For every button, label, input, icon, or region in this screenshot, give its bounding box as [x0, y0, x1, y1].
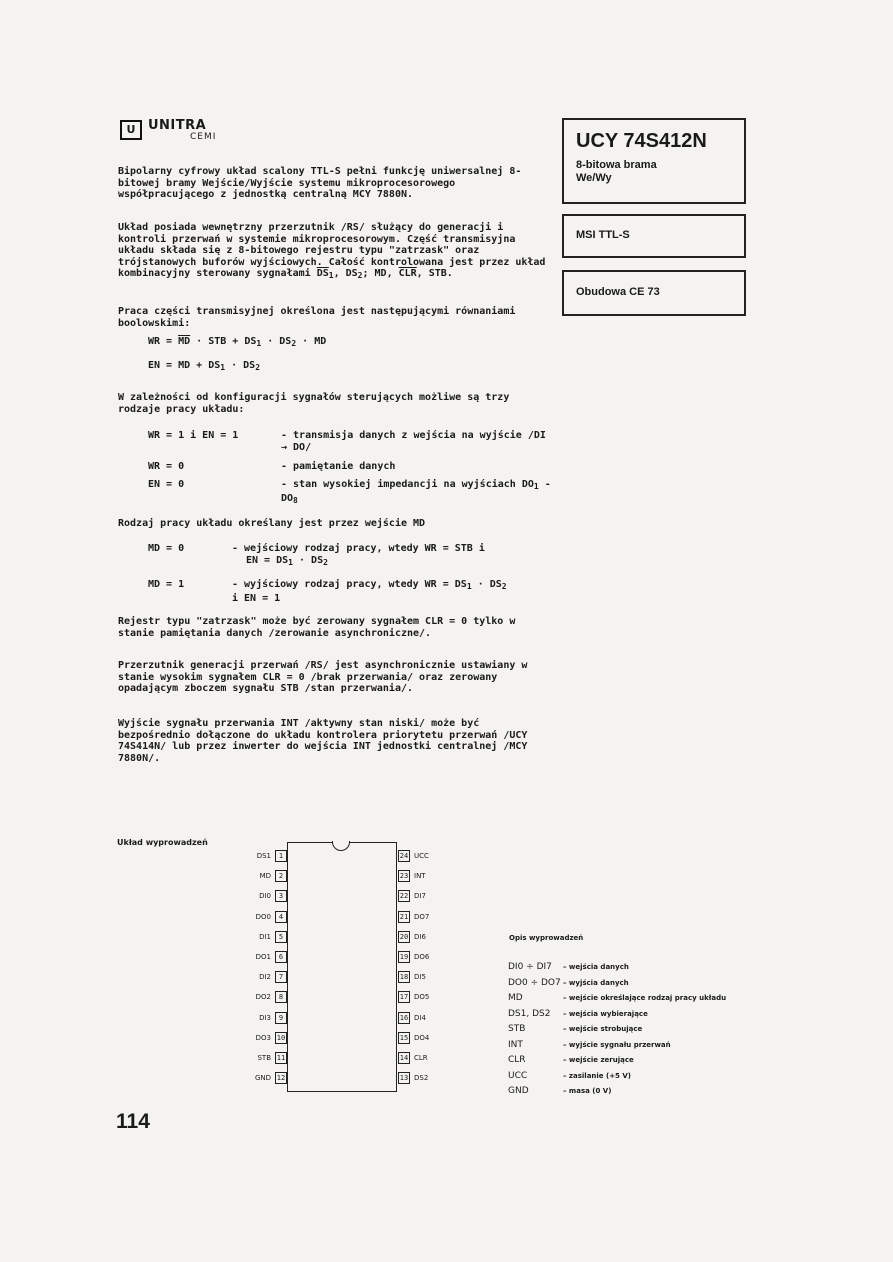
pin-number: 4: [275, 911, 287, 923]
pin-number: 21: [399, 912, 409, 921]
pin-label: DI3: [259, 1013, 271, 1022]
pin-label: MD: [259, 872, 271, 881]
mode-1-condition: WR = 1 i EN = 1: [148, 430, 239, 441]
part-subtitle-1: 8-bitowa brama: [576, 159, 657, 171]
pin-label: DI7: [414, 892, 426, 901]
paragraph-modes-intro: W zależności od konfiguracji sygnałów sterujących możliwe są trzy rodzaje pracy układu:: [118, 392, 510, 415]
pin-number: 5: [275, 931, 287, 943]
brand-name: UNITRA: [148, 118, 207, 133]
paragraph-structure: Układ posiada wewnętrzny przerzutnik /RS/ służący do generacji i kontroli przerwań w systemie mikroprocesorowym. Część transmisyjna układu składa się z 8-bitowego rejestru typu "zatrzask" oraz trójstanowych buforów wyjściowych. Całość kontrolowana jest przez układ kombinacyjny sterowany sygnałami $\overline{DS}_1$, $DS_2$; MD, $\overline{CLR}$, STB.: [118, 222, 546, 280]
paragraph-md-intro: Rodzaj pracy układu określany jest przez wejście MD: [118, 518, 426, 529]
pin-number: 15: [399, 1033, 409, 1042]
pin-function: – wejście strobujące: [563, 1025, 643, 1033]
pin-number: 24: [399, 852, 409, 860]
pin-description-row: [508, 1007, 648, 1021]
mode-2-description: - pamiętanie danych: [281, 461, 396, 472]
page-number: 114: [116, 1110, 150, 1133]
pin-function: – wejście określające rodzaj pracy układu: [563, 994, 727, 1002]
paragraph-equations-intro: Praca części transmisyjnej określona jest następującymi równaniami boolowskimi:: [118, 306, 516, 329]
pin-signal: GND: [508, 1086, 529, 1096]
pin-label: DS1: [256, 852, 271, 860]
pin-function: – masa (0 V): [563, 1087, 612, 1095]
pin-3: [245, 890, 287, 902]
pin-function: – wyjście sygnału przerwań: [563, 1040, 671, 1049]
package-label: Obudowa CE 73: [576, 286, 660, 298]
pin-number: 13: [399, 1074, 409, 1083]
pin-label: DI5: [414, 973, 426, 982]
paragraph-intro: Bipolarny cyfrowy układ scalony TTL-S pełni funkcję uniwersalnej 8-bitowej bramy Wejście/Wyjście systemu mikroprocesorowego współpracującego z jednostką centralną MCY 7880N.: [118, 166, 522, 200]
pin-7: [245, 971, 287, 983]
pin-function: – wejścia wybierające: [563, 1009, 648, 1018]
pin-label: STB: [257, 1054, 271, 1062]
md0-description: - wejściowy rodzaj pracy, wtedy WR = STB i EN = $DS_1 \cdot DS_2$: [232, 543, 485, 567]
pin-number: 3: [275, 890, 287, 902]
pin-description-row: [508, 1038, 671, 1052]
pin-number: 8: [275, 991, 287, 1003]
pin-signal: UCC: [508, 1070, 528, 1081]
pin-9: [245, 1012, 287, 1024]
family-box: [562, 214, 746, 258]
pin-5: [245, 931, 287, 943]
pin-description-row: [508, 960, 629, 974]
pin-11: [245, 1052, 287, 1064]
pin-4: [245, 911, 287, 923]
pin-description-row: [508, 1069, 631, 1083]
pin-function: – zasilanie (+5 V): [563, 1071, 631, 1080]
md1-condition: MD = 1: [148, 579, 185, 590]
pin-function: – wyjścia danych: [563, 978, 629, 987]
chip-body: [287, 842, 397, 1092]
pin-10: [245, 1032, 287, 1044]
pin-17: [398, 991, 429, 1003]
pin-15: [398, 1032, 429, 1044]
pin-description-row: [508, 1022, 642, 1036]
equation-wr: WR = $\overline{MD}$ · STB + $DS_1 \cdot DS_2$ · MD: [148, 336, 327, 348]
pin-23: [398, 870, 426, 882]
pin-description-row: [508, 1053, 634, 1067]
pin-number: 1: [275, 850, 287, 862]
pin-label: DO0: [255, 912, 271, 921]
pin-22: [398, 890, 426, 902]
md1-description: - wyjściowy rodzaj pracy, wtedy WR = $DS_1 \cdot DS_2$ i EN = 1: [232, 579, 507, 604]
paragraph-int-output: Wyjście sygnału przerwania INT /aktywny stan niski/ może być bezpośrednio dołączone do układu kontrolera priorytetu przerwań /UCY 74S414N/ lub przez inwerter do wejścia INT jednostki centralnej /MCY 7880N/.: [118, 718, 528, 764]
package-box: [562, 270, 746, 316]
pin-function: – wejścia danych: [563, 963, 629, 971]
pin-label: DO7: [414, 912, 430, 921]
pin-signal: MD: [508, 993, 523, 1003]
pin-description-row: [508, 991, 726, 1005]
paragraph-interrupt-flipflop: Przerzutnik generacji przerwań /RS/ jest asynchronicznie ustawiany w stanie wysokim sygnałem CLR = 0 /brak przerwania/ oraz zerowany opadającym zboczem sygnału STB /stan przerwania/.: [118, 660, 528, 694]
pin-signal: DS1, DS2: [508, 1008, 551, 1019]
pin-label: UCC: [414, 852, 429, 860]
pin-signal: DO0 ÷ DO7: [508, 977, 561, 988]
sub-brand: CEMI: [190, 132, 217, 142]
mode-3-condition: EN = 0: [148, 479, 185, 490]
pin-label: DI1: [259, 932, 271, 941]
pin-label: CLR: [414, 1054, 428, 1062]
pin-1: [245, 850, 287, 862]
pin-number: 18: [399, 973, 409, 982]
pin-number: 22: [399, 892, 409, 901]
unitra-logo-icon: U: [120, 120, 142, 140]
pin-number: 9: [275, 1012, 287, 1024]
pinout-title: Układ wyprowadzeń: [117, 838, 208, 847]
pin-14: [398, 1052, 428, 1064]
unitra-logo: [120, 118, 260, 144]
pin-6: [245, 951, 287, 963]
pin-19: [398, 951, 429, 963]
pin-signal: INT: [508, 1039, 523, 1050]
part-number: UCY 74S412N: [576, 130, 707, 152]
pin-description-title: Opis wyprowadzeń: [509, 934, 584, 942]
pin-13: [398, 1072, 428, 1084]
pin-description-row: [508, 1084, 611, 1098]
pin-label: DO5: [414, 993, 430, 1002]
pin-label: DI4: [414, 1013, 426, 1022]
equation-en: EN = MD + $DS_1 \cdot DS_2$: [148, 360, 261, 372]
pin-function: – wejście zerujące: [563, 1056, 634, 1064]
pin-label: DO2: [255, 993, 271, 1002]
pin-21: [398, 911, 429, 923]
pin-2: [245, 870, 287, 882]
paragraph-register: Rejestr typu "zatrzask" może być zerowany sygnałem CLR = 0 tylko w stanie pamiętania danych /zerowanie asynchroniczne/.: [118, 616, 516, 639]
pin-description-row: [508, 976, 629, 990]
mode-1-description: - transmisja danych z wejścia na wyjście /DI → DO/: [281, 430, 546, 453]
pin-label: DO6: [414, 953, 430, 961]
pin-number: 19: [399, 953, 409, 961]
pin-number: 14: [399, 1054, 409, 1062]
pin-number: 16: [399, 1013, 409, 1022]
pin-number: 6: [275, 951, 287, 963]
md0-condition: MD = 0: [148, 543, 185, 554]
pin-signal: CLR: [508, 1055, 526, 1065]
pin-18: [398, 971, 426, 983]
pin-label: DI0: [259, 892, 271, 901]
pin-label: DO3: [255, 1033, 271, 1042]
pin-label: DI6: [414, 932, 426, 941]
pin-12: [245, 1072, 287, 1084]
pin-number: 11: [276, 1054, 286, 1062]
pin-20: [398, 931, 426, 943]
pin-number: 17: [399, 993, 409, 1002]
pin-signal: DI0 ÷ DI7: [508, 962, 552, 972]
pin-8: [245, 991, 287, 1003]
mode-3-description: - stan wysokiej impedancji na wyjściach $DO_1 - DO_8$: [281, 479, 551, 505]
pin-16: [398, 1012, 426, 1024]
pin-number: 23: [399, 872, 409, 881]
pin-24: [398, 850, 429, 862]
pin-label: DO4: [414, 1033, 430, 1042]
part-subtitle-2: We/Wy: [576, 172, 612, 184]
part-number-box: [562, 118, 746, 204]
family-label: MSI TTL-S: [576, 229, 630, 241]
pin-number: 7: [275, 971, 287, 983]
pin-label: GND: [254, 1074, 271, 1083]
mode-2-condition: WR = 0: [148, 461, 185, 472]
pin-label: INT: [414, 872, 426, 881]
pin-signal: STB: [508, 1024, 526, 1034]
pin-number: 12: [276, 1074, 286, 1083]
pin-label: DO1: [255, 953, 271, 961]
pin-label: DS2: [414, 1074, 429, 1083]
pin-number: 20: [399, 932, 409, 941]
pin-label: DI2: [259, 973, 271, 982]
pin-number: 10: [276, 1033, 286, 1042]
pin-number: 2: [275, 870, 287, 882]
